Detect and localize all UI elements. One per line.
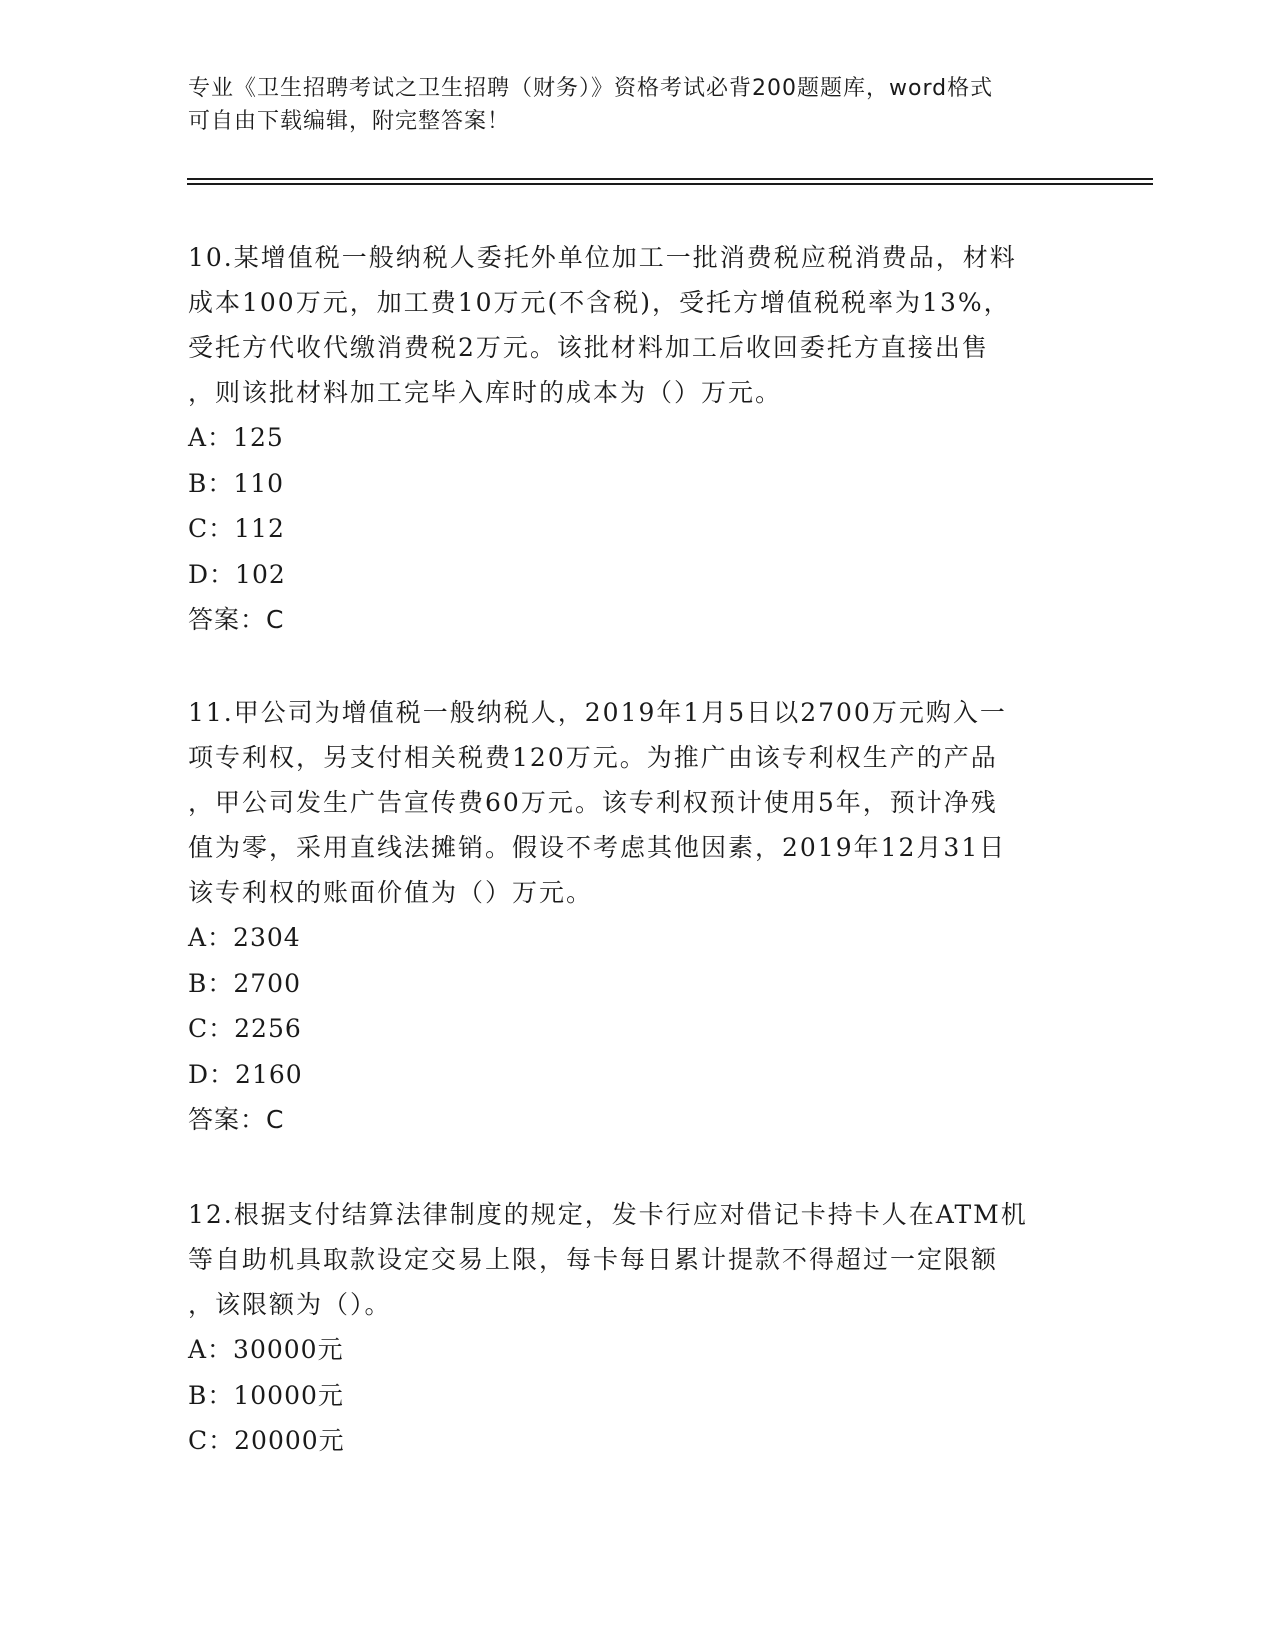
option-b: B：110	[188, 468, 285, 498]
question-stem-line: 11.甲公司为增值税一般纳税人，2019年1月5日以2700万元购入一	[188, 698, 1007, 727]
option-c: C：112	[188, 514, 285, 543]
option-a: A：2304	[188, 923, 301, 952]
question-stem-line: ，则该批材料加工完毕入库时的成本为（）万元。	[188, 378, 783, 407]
question-stem-line: ，甲公司发生广告宣传费60万元。该专利权预计使用5年，预计净残	[188, 788, 998, 817]
question-stem-line: 成本100万元，加工费10万元(不含税)，受托方增值税税率为13%，	[188, 288, 1011, 317]
option-c: C：2256	[188, 1014, 302, 1043]
question-stem-line: 12.根据支付结算法律制度的规定，发卡行应对借记卡持卡人在ATM机	[188, 1200, 1028, 1229]
answer-line: 答案：C	[188, 605, 285, 634]
question-10	[188, 235, 1078, 642]
question-stem-line: 等自助机具取款设定交易上限，每卡每日累计提款不得超过一定限额	[188, 1245, 999, 1274]
option-b: B：10000元	[188, 1380, 344, 1410]
answer-line: 答案：C	[188, 1105, 285, 1134]
header-line-2: 可自由下载编辑，附完整答案！	[188, 109, 511, 134]
header-rule-top	[187, 178, 1153, 180]
document-header	[188, 72, 1088, 138]
question-11	[188, 690, 1078, 1142]
question-stem-line: ，该限额为（）。	[188, 1290, 392, 1319]
header-rule-bottom	[187, 183, 1153, 185]
option-a: A：125	[188, 423, 284, 452]
question-stem-line: 该专利权的账面价值为（）万元。	[188, 878, 594, 907]
question-stem-line: 值为零，采用直线法摊销。假设不考虑其他因素，2019年12月31日	[188, 833, 1007, 862]
option-c: C：20000元	[188, 1426, 345, 1455]
question-stem-line: 10.某增值税一般纳税人委托外单位加工一批消费税应税消费品，材料	[188, 243, 1017, 272]
option-b: B：2700	[188, 968, 301, 998]
header-line-1: 专业《卫生招聘考试之卫生招聘（财务）》资格考试必背200题题库，word格式	[188, 76, 994, 101]
question-stem-line: 受托方代收代缴消费税2万元。该批材料加工后收回委托方直接出售	[188, 333, 989, 362]
option-d: D：102	[188, 559, 286, 589]
question-stem-line: 项专利权，另支付相关税费120万元。为推广由该专利权生产的产品	[188, 743, 998, 772]
option-d: D：2160	[188, 1059, 303, 1089]
question-12	[188, 1192, 1078, 1464]
option-a: A：30000元	[188, 1335, 344, 1364]
